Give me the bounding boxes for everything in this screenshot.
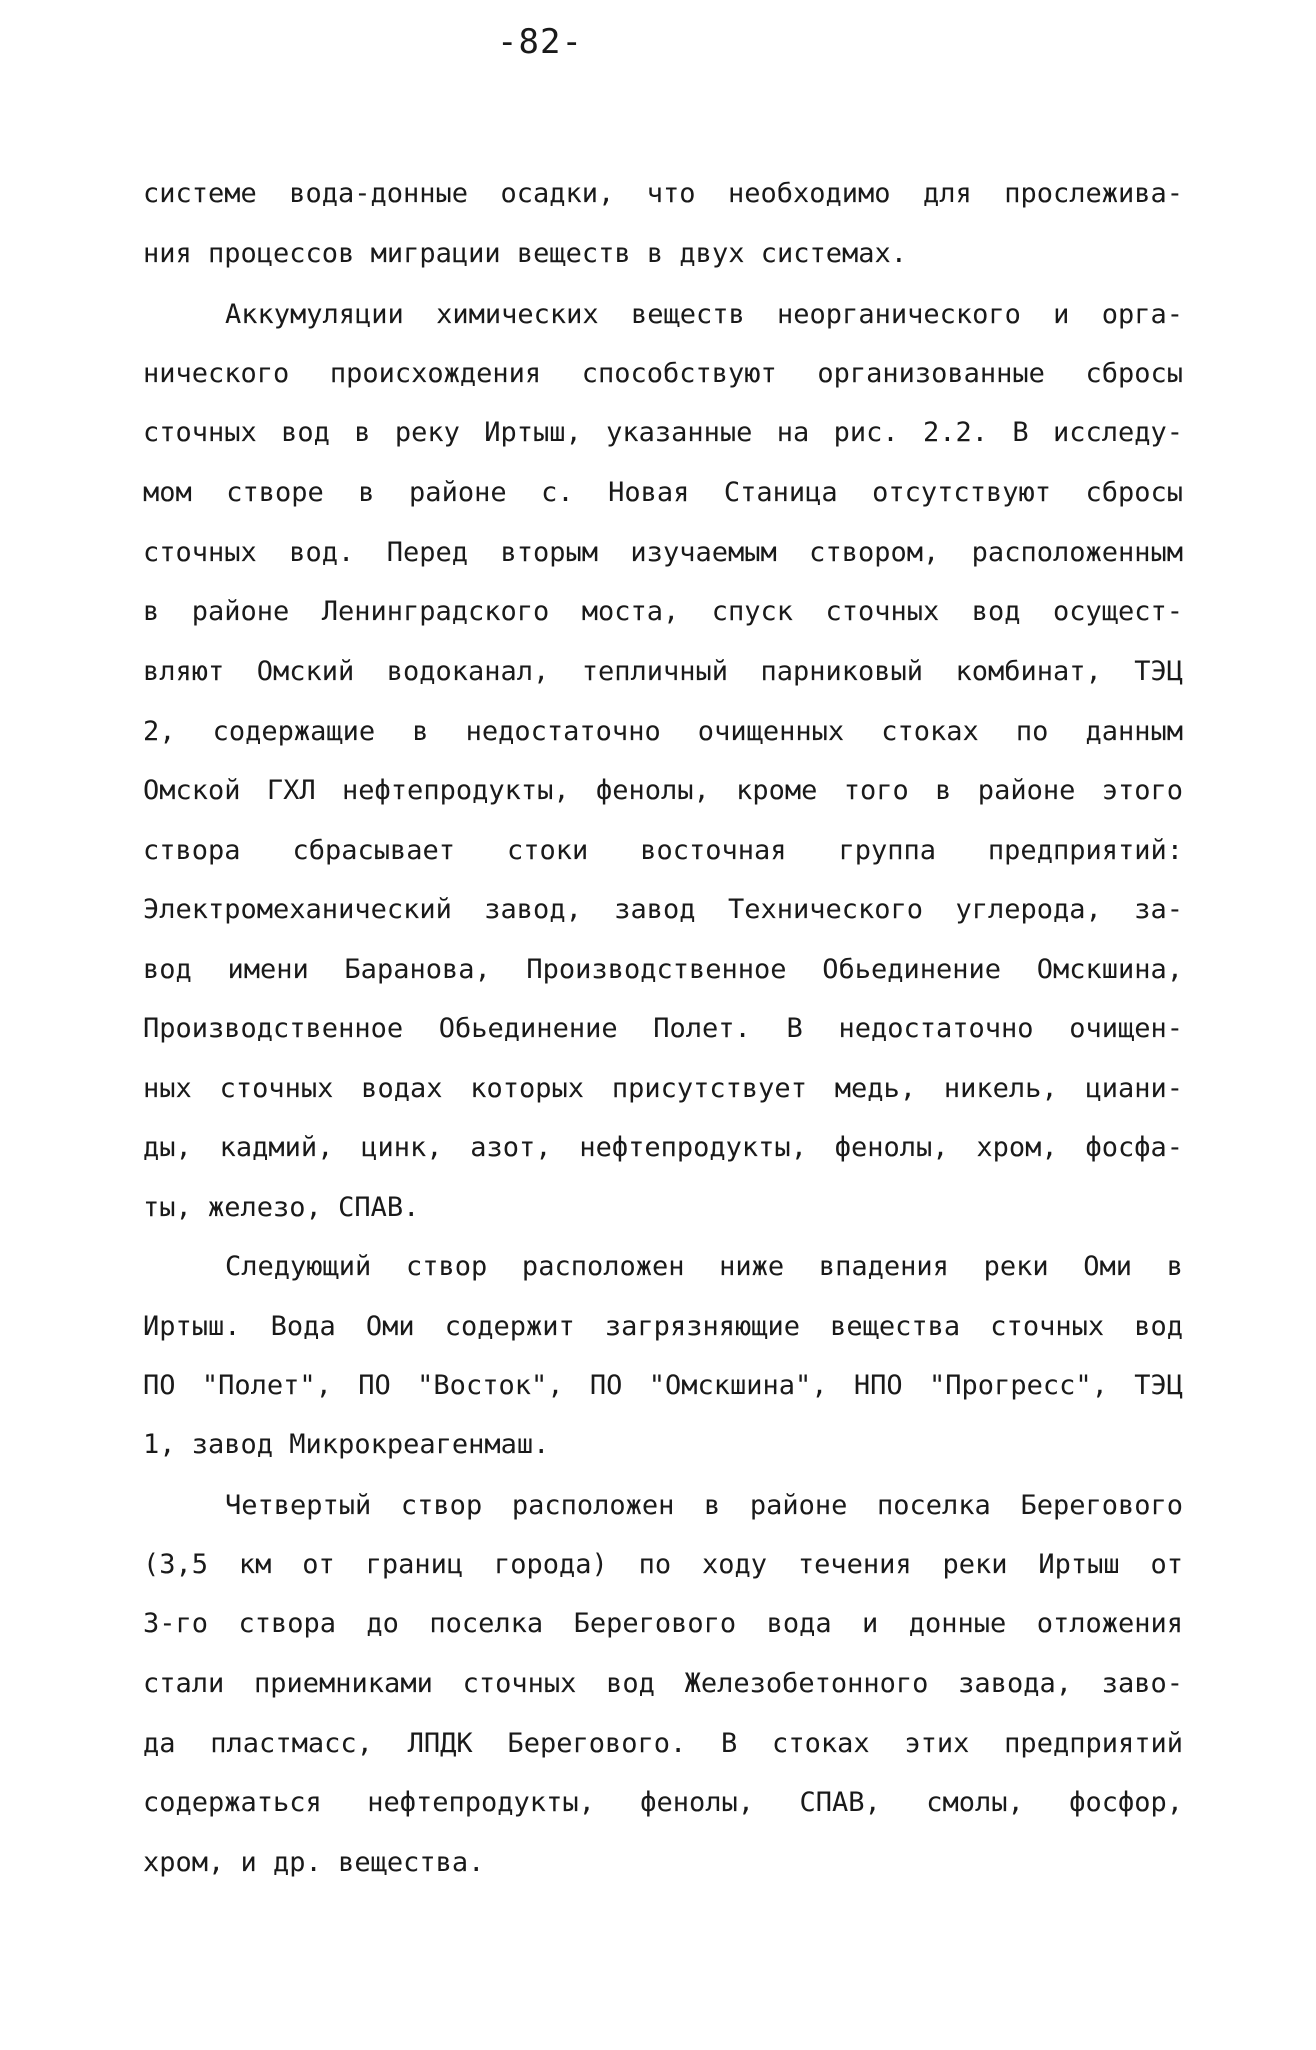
page-number: -82- [497,22,583,62]
text-line: хром, и др. вещества. [143,1847,485,1878]
text-line: в районе Ленинградского моста, спуск сточных вод осущест- [143,596,1183,627]
text-line: содержаться нефтепродукты, фенолы, СПАВ, смолы, фосфор, [143,1787,1183,1818]
text-line: Омской ГХЛ нефтепродукты, фенолы, кроме того в районе этого [143,775,1183,806]
text-line: Четвертый створ расположен в районе поселка Берегового [225,1490,1183,1521]
text-line: ных сточных водах которых присутствует медь, никель, циани- [143,1073,1183,1104]
text-line: Производственное Обьединение Полет. В недостаточно очищен- [143,1013,1183,1044]
text-line: нического происхождения способствуют организованные сбросы [143,358,1183,389]
text-line: Иртыш. Вода Оми содержит загрязняющие вещества сточных вод [143,1311,1183,1342]
text-line: стали приемниками сточных вод Железобетонного завода, заво- [143,1668,1183,1699]
text-line: 1, завод Микрокреагенмаш. [143,1429,550,1460]
text-line: 2, содержащие в недостаточно очищенных стоках по данным [143,716,1183,747]
text-line: ния процессов миграции веществ в двух системах. [143,238,908,269]
text-line: Аккумуляции химических веществ неорганического и орга- [225,299,1183,330]
text-line: (3,5 км от границ города) по ходу течения реки Иртыш от [143,1549,1183,1580]
text-line: ды, кадмий, цинк, азот, нефтепродукты, фенолы, хром, фосфа- [143,1132,1183,1163]
text-line: да пластмасс, ЛПДК Берегового. В стоках этих предприятий [143,1728,1183,1759]
text-line: 3-го створа до поселка Берегового вода и донные отложения [143,1608,1183,1639]
text-line: сточных вод в реку Иртыш, указанные на рис. 2.2. В исследу- [143,417,1183,448]
text-line: вляют Омский водоканал, тепличный парниковый комбинат, ТЭЦ [143,656,1183,687]
text-line: створа сбрасывает стоки восточная группа предприятий: [143,835,1183,866]
text-line: сточных вод. Перед вторым изучаемым створом, расположенным [143,537,1183,568]
text-line: мом створе в районе с. Новая Станица отсутствуют сбросы [143,477,1183,508]
text-line: вод имени Баранова, Производственное Обьединение Омскшина, [143,954,1183,985]
text-line: Следующий створ расположен ниже впадения реки Оми в [225,1251,1183,1282]
text-line: ты, железо, СПАВ. [143,1192,420,1223]
text-line: ПО "Полет", ПО "Восток", ПО "Омскшина", НПО "Прогресс", ТЭЦ [143,1370,1183,1401]
text-line: системе вода-донные осадки, что необходимо для прослежива- [143,178,1183,209]
text-line: Электромеханический завод, завод Технического углерода, за- [143,894,1183,925]
